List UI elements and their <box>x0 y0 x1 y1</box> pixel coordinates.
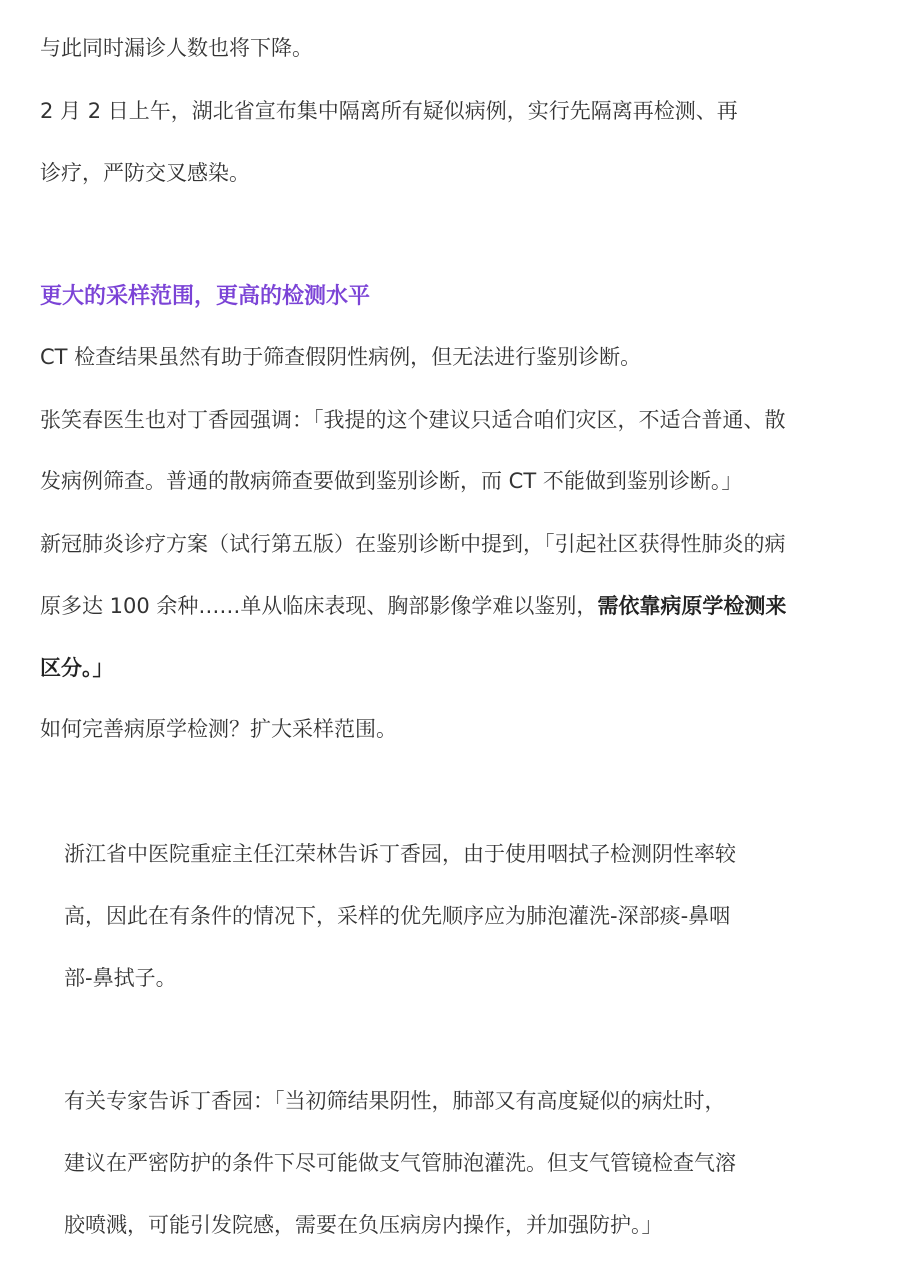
quote-jiang-line-3: 部-鼻拭子。 <box>64 966 177 990</box>
paragraph-intro-line-1: 与此同时漏诊人数也将下降。 <box>40 36 313 60</box>
paragraph-guideline-line-2 <box>40 591 786 621</box>
section-heading: 更大的采样范围，更高的检测水平 <box>40 284 371 309</box>
guideline-bold-text: 需依靠病原学检测来 <box>597 594 787 618</box>
paragraph-intro-line-2: 2 月 2 日上午，湖北省宣布集中隔离所有疑似病例，实行先隔离再检测、再 <box>40 99 738 123</box>
quote-jiang-line-1: 浙江省中医院重症主任江荣林告诉丁香园，由于使用咽拭子检测阴性率较 <box>64 842 736 866</box>
quote-expert-line-2: 建议在严密防护的条件下尽可能做支气管肺泡灌洗。但支气管镜检查气溶 <box>64 1151 736 1175</box>
quote-expert-line-1: 有关专家告诉丁香园：「当初筛结果阴性，肺部又有高度疑似的病灶时， <box>64 1089 726 1113</box>
paragraph-guideline-line-3: 区分。」 <box>40 656 114 680</box>
quote-jiang-line-2: 高，因此在有条件的情况下，采样的优先顺序应为肺泡灌洗-深部痰-鼻咽 <box>64 904 731 928</box>
quote-expert-line-3: 胶喷溅，可能引发院感，需要在负压病房内操作，并加强防护。」 <box>64 1213 663 1237</box>
paragraph-zhang-quote-line-2: 发病例筛查。普通的散病筛查要做到鉴别诊断，而 CT 不能做到鉴别诊断。」 <box>40 469 743 493</box>
paragraph-intro-line-3: 诊疗，严防交叉感染。 <box>40 161 250 185</box>
paragraph-zhang-quote-line-1: 张笑春医生也对丁香园强调：「我提的这个建议只适合咱们灾区，不适合普通、散 <box>40 408 786 432</box>
paragraph-guideline-line-1: 新冠肺炎诊疗方案（试行第五版）在鉴别诊断中提到，「引起社区获得性肺炎的病 <box>40 532 786 556</box>
guideline-plain-text: 原多达 100 余种……单从临床表现、胸部影像学难以鉴别， <box>40 594 598 618</box>
paragraph-sampling-question: 如何完善病原学检测？扩大采样范围。 <box>40 717 397 741</box>
paragraph-ct-limitation: CT 检查结果虽然有助于筛查假阴性病例，但无法进行鉴别诊断。 <box>40 345 642 369</box>
